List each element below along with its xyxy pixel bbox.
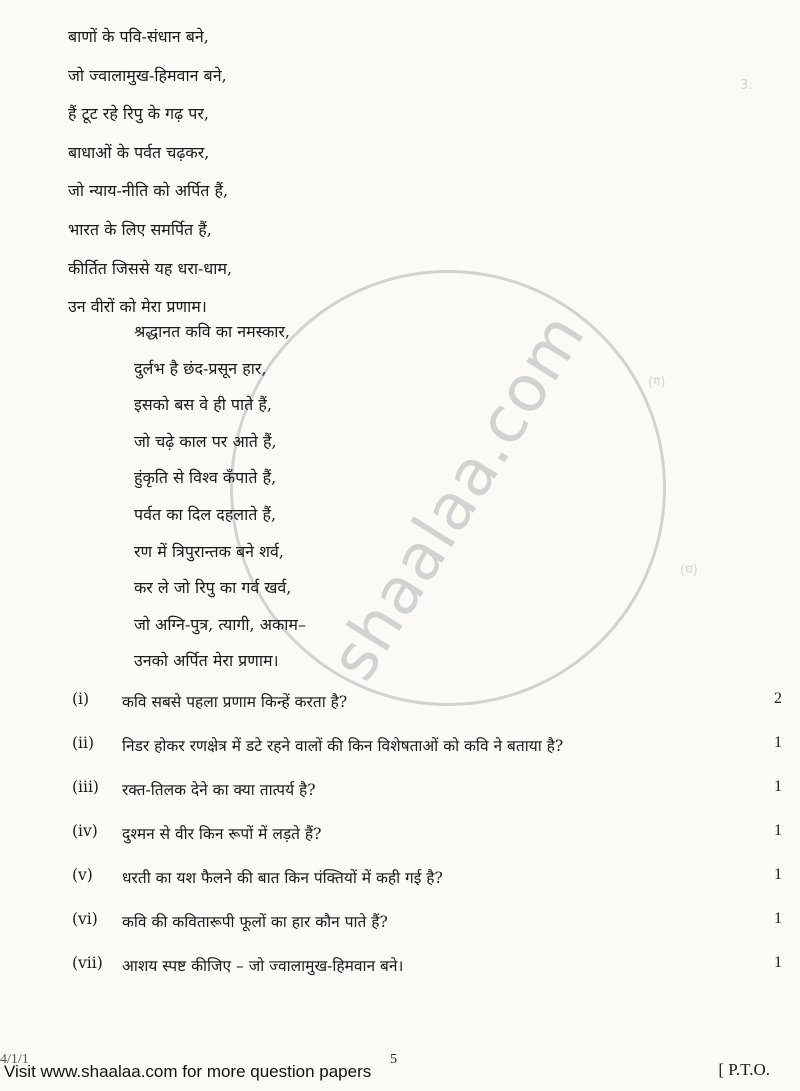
poem-line: जो न्याय-नीति को अर्पित हैं,	[68, 181, 229, 201]
question-number: (v)	[72, 866, 93, 884]
question-item	[72, 910, 782, 954]
poem-stanza-2	[134, 314, 306, 680]
question-text: कवि की कवितारूपी फूलों का हार कौन पाते हैं?	[122, 913, 388, 931]
poem-line: जो चढ़े काल पर आते हैं,	[134, 431, 277, 451]
pto-label: [ P.T.O.	[718, 1060, 770, 1079]
question-item	[72, 866, 782, 910]
paper-code: 4/1/1	[0, 1052, 29, 1067]
watermark-text: shaalaa.com	[316, 300, 601, 694]
question-item	[72, 822, 782, 866]
question-number: (vii)	[72, 954, 103, 972]
poem-line: हैं टूट रहे रिपु के गढ़ पर,	[68, 104, 209, 124]
question-marks: 1	[774, 822, 782, 839]
poem-line: श्रद्धानत कवि का नमस्कार,	[134, 322, 291, 341]
poem-line: कीर्तित जिससे यह धरा-धाम,	[68, 258, 233, 278]
question-item	[72, 690, 782, 734]
question-text: कवि सबसे पहला प्रणाम किन्हें करता है?	[122, 693, 348, 711]
poem-line: उन वीरों को मेरा प्रणाम।	[68, 297, 207, 317]
poem-line: उनको अर्पित मेरा प्रणाम।	[134, 651, 279, 671]
poem-line: इसको बस वे ही पाते हैं,	[134, 395, 272, 415]
poem-line: भारत के लिए समर्पित हैं,	[68, 219, 212, 239]
poem-line: बाधाओं के पर्वत चढ़कर,	[68, 142, 210, 162]
poem-stanza-1	[68, 18, 232, 327]
question-item	[72, 778, 782, 822]
question-marks: 1	[774, 778, 782, 795]
visit-link[interactable]: Visit www.shaalaa.com for more question papers	[4, 1062, 372, 1081]
poem-line: जो ज्वालामुख-हिमवान बने,	[68, 65, 227, 85]
poem-line: कर ले जो रिपु का गर्व खर्व,	[134, 578, 292, 598]
question-marks: 1	[774, 734, 782, 751]
question-number: (iii)	[72, 778, 99, 796]
question-text: धरती का यश फैलने की बात किन पंक्तियों में कही गई है?	[122, 869, 443, 887]
poem-line: जो अग्नि-पुत्र, त्यागी, अकाम–	[134, 614, 306, 634]
bleed-through-mark: (घ)	[680, 563, 698, 578]
question-item	[72, 734, 782, 778]
question-number: (vi)	[72, 910, 98, 928]
bleed-through-mark: 3.	[740, 78, 753, 93]
poem-line: रण में त्रिपुरान्तक बने शर्व,	[134, 541, 284, 561]
question-marks: 1	[774, 910, 782, 927]
poem-line: दुर्लभ है छंद-प्रसून हार,	[134, 358, 267, 378]
poem-line: बाणों के पवि-संधान बने,	[68, 27, 209, 46]
page-number: 5	[390, 1052, 397, 1067]
page-footer	[0, 1050, 800, 1090]
poem-line: पर्वत का दिल दहलाते हैं,	[134, 504, 277, 524]
question-marks: 2	[774, 690, 782, 707]
question-number: (i)	[72, 690, 90, 708]
poem-line: हुंकृति से विश्व कँपाते हैं,	[134, 468, 277, 488]
question-marks: 1	[774, 866, 782, 883]
question-number: (ii)	[72, 734, 95, 752]
question-text: निडर होकर रणक्षेत्र में डटे रहने वालों की किन विशेषताओं को कवि ने बताया है?	[122, 737, 564, 755]
bleed-through-mark: (ग)	[648, 375, 666, 390]
question-list	[72, 690, 782, 998]
question-marks: 1	[774, 954, 782, 971]
question-text: रक्त-तिलक देने का क्या तात्पर्य है?	[122, 781, 316, 799]
question-text: आशय स्पष्ट कीजिए – जो ज्वालामुख-हिमवान बने।	[122, 957, 404, 975]
question-text: दुश्मन से वीर किन रूपों में लड़ते हैं?	[122, 825, 322, 843]
question-item	[72, 954, 782, 998]
question-number: (iv)	[72, 822, 98, 840]
